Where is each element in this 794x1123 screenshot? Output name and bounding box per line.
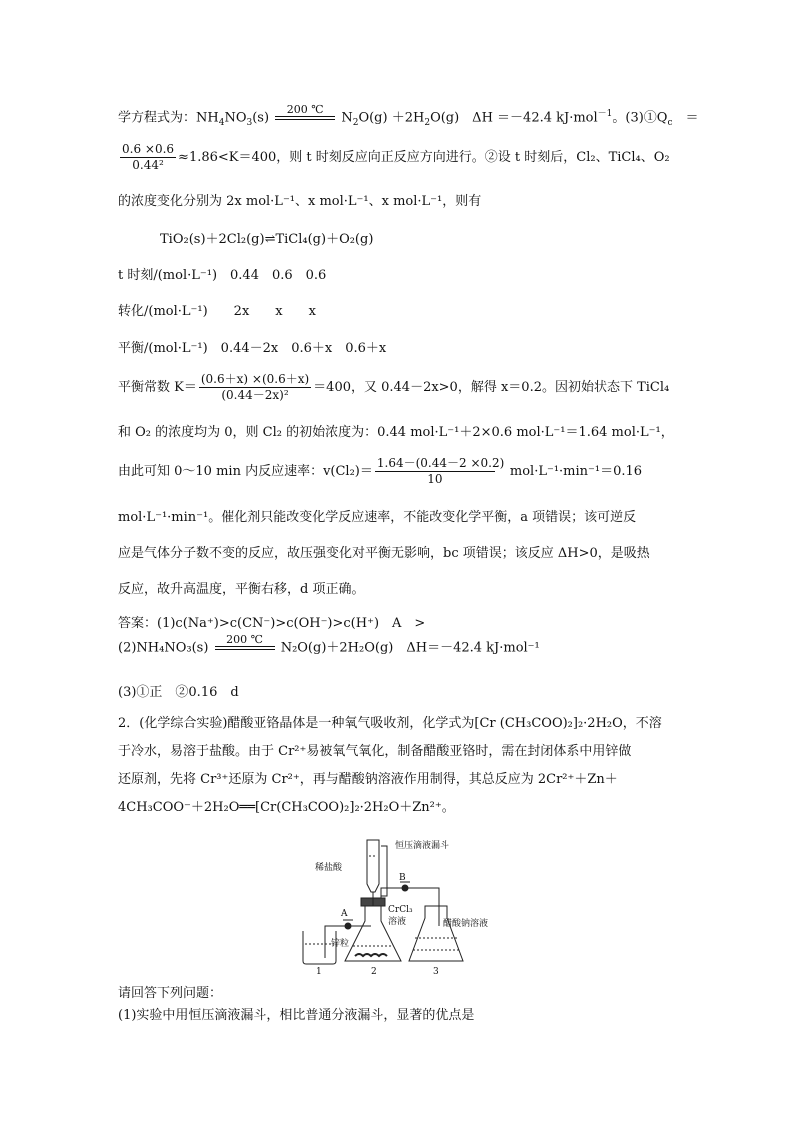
label-a: A	[341, 909, 348, 919]
question-line-19: 还原剂，先将 Cr³⁺还原为 Cr²⁺，再与醋酸钠溶液作用制得，其总反应为 2Cr²⁺＋Zn＋	[118, 772, 618, 787]
flask-3	[409, 906, 463, 961]
label-naac: 醋酸钠溶液	[443, 919, 489, 929]
label-funnel: 恒压滴液漏斗	[395, 841, 450, 851]
text-line-6: 转化/(mol·L⁻¹) 2x x x	[118, 304, 316, 319]
text-line-21: 请回答下列问题：	[118, 986, 223, 1001]
fraction: $\frac{0.6 \times 0.6}{\text{0.44²}}$	[122, 142, 175, 172]
reaction-condition: 200 ℃	[215, 634, 275, 650]
fraction-line-2: $\frac{0.6 \times 0.6}{\text{0.44²}}$ ≈1.86<K＝400，则 t 时刻反应向正反应方向进行。②设 t 时刻后，Cl₂、TiCl₄、O₂	[122, 142, 670, 172]
fraction: $\frac{(0.6+x) \times(0.6+x)}{\text{(0.44－2x)²}}$	[200, 372, 310, 402]
valve-b-icon	[402, 885, 408, 891]
label-1: 1	[316, 967, 322, 976]
label-b: B	[399, 873, 406, 883]
label-3: 3	[433, 967, 439, 976]
text-line-5: t 时刻/(mol·L⁻¹) 0.44 0.6 0.6	[118, 268, 327, 283]
text-line-7: 平衡/(mol·L⁻¹) 0.44－2x 0.6＋x 0.6＋x	[118, 341, 387, 356]
reaction-condition: 200 ℃	[275, 104, 335, 120]
text-line-12: 应是气体分子数不变的反应，故压强变化对平衡无影响，bc 项错误；该反应 ΔH>0，是吸热	[118, 546, 650, 561]
valve-a-icon	[345, 923, 351, 929]
label-crcl3-2: 溶液	[388, 917, 407, 927]
text-line-13: 反应，故升高温度，平衡右移，d 项正确。	[118, 582, 365, 597]
label-zn: 锌粒	[331, 939, 350, 949]
fraction: $\frac{1.64-(0.44-2 \times 0.2)}{10}$	[376, 456, 505, 486]
label-crcl3-1: CrCl₃	[388, 905, 413, 915]
apparatus-diagram	[293, 826, 503, 976]
label-hcl: 稀盐酸	[315, 863, 343, 873]
answer-line-14: 答案：(1)c(Na⁺)>c(CN⁻)>c(OH⁻)>c(H⁺) A >	[118, 616, 426, 631]
text-line-11: mol·L⁻¹·min⁻¹。催化剂只能改变化学反应速率，不能改变化学平衡，a 项错误；该可逆反	[118, 510, 637, 525]
text-line-3: 的浓度变化分别为 2x mol·L⁻¹、x mol·L⁻¹、x mol·L⁻¹，则有	[118, 194, 482, 209]
question-line-18: 于冷水，易溶于盐酸。由于 Cr²⁺易被氧气氧化，制备醋酸亚铬时，需在封闭体系中用锌做	[118, 744, 632, 759]
text-line-9: 和 O₂ 的浓度均为 0，则 Cl₂ 的初始浓度为：0.44 mol·L⁻¹＋2×0.6 mol·L⁻¹＝1.64 mol·L⁻¹，	[118, 425, 674, 440]
answer-line-15: (2)NH₄NO₃(s) 200 ℃ N₂O(g)＋2H₂O(g) ΔH＝－42.4 kJ·mol⁻¹	[118, 633, 540, 656]
dropping-funnel	[367, 840, 379, 892]
label-2: 2	[371, 967, 377, 976]
text-line-4: TiO₂(s)＋2Cl₂(g)⇌TiCl₄(g)＋O₂(g)	[160, 232, 374, 247]
text-line-22: (1)实验中用恒压滴液漏斗，相比普通分液漏斗，显著的优点是	[118, 1008, 475, 1023]
eq-line-1: 学方程式为：$NH_4NO_3(s)$ 200 ℃ $N_2O(g) +2H_2O(g)$ ΔH ＝－42.4 kJ·mol$^{-1}$。$(3)①Q_c$ ＝	[118, 102, 699, 128]
fraction-line-8: 平衡常数 K＝ $\frac{(0.6+x) \times(0.6+x)}{\text{(0.44－2x)²}}$ ＝400，又 0.44－2x>0，解得 x＝0.2。因初始状态下 TiCl₄	[118, 372, 670, 402]
fraction-line-10: 由此可知 0～10 min 内反应速率：v(Cl₂)＝ $\frac{1.64-(0.44-2 \times 0.2)}{10}$ mol·L⁻¹·min⁻¹＝0.16	[118, 456, 643, 486]
question-line-20: 4CH₃COO⁻＋2H₂O══[Cr(CH₃COO)₂]₂·2H₂O＋Zn²⁺。	[118, 800, 455, 815]
question-line-17: 2．(化学综合实验)醋酸亚铬晶体是一种氧气吸收剂，化学式为[Cr (CH₃COO)₂]₂·2H₂O，不溶	[118, 716, 662, 731]
answer-line-16: (3)①正 ②0.16 d	[118, 685, 239, 700]
